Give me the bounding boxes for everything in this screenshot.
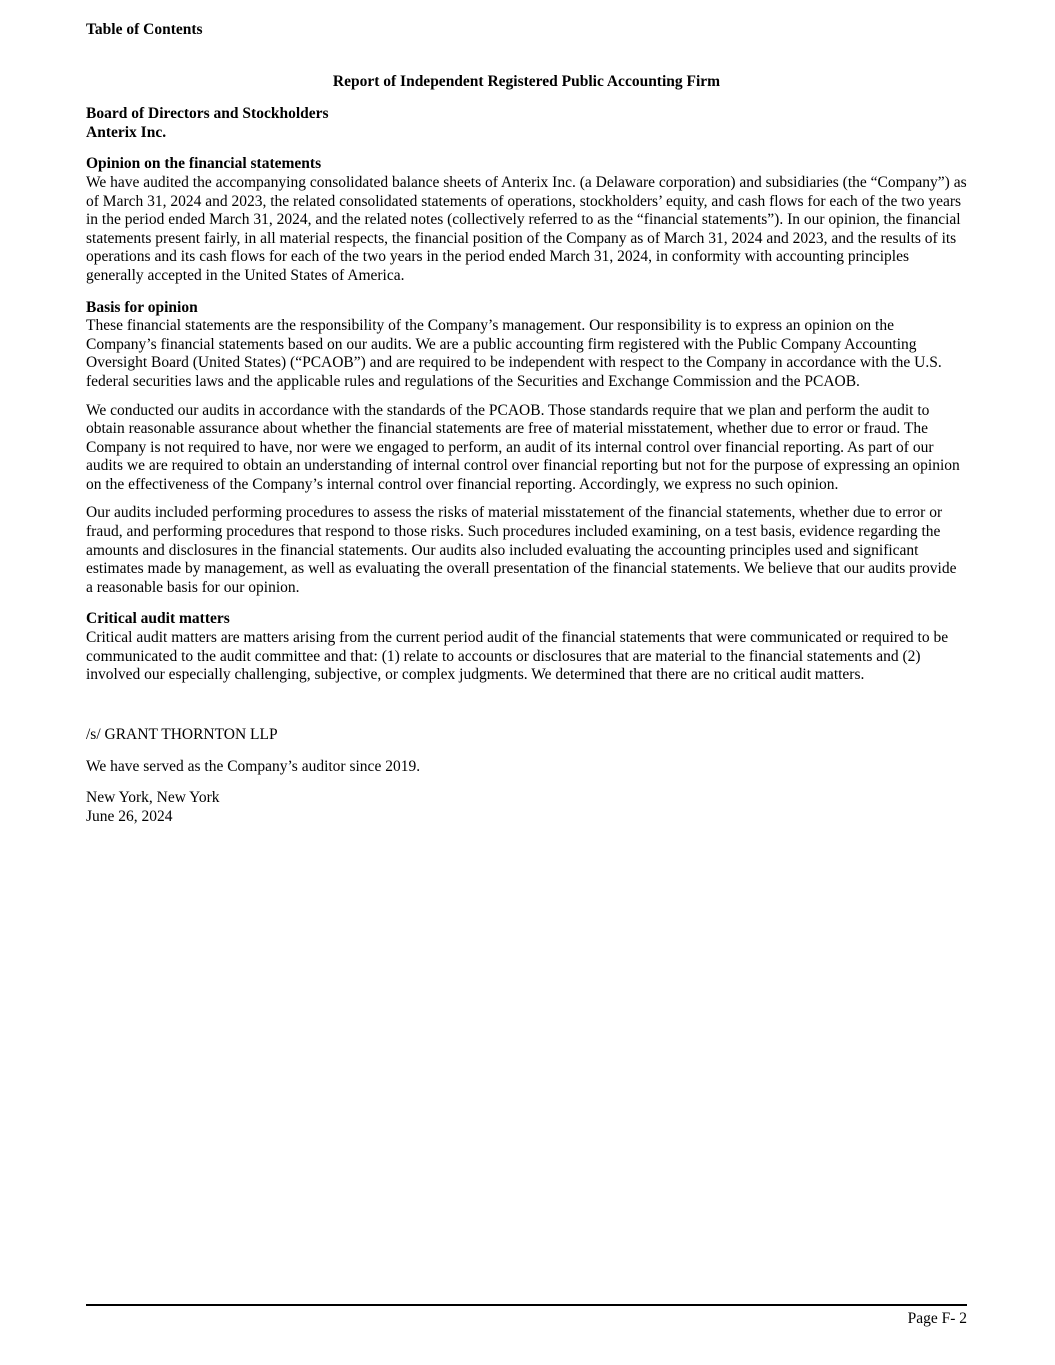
page-footer — [86, 1304, 967, 1329]
opinion-paragraph: We have audited the accompanying consolidated balance sheets of Anterix Inc. (a Delaware corporation) and subsidiaries (the “Company”) as of March 31, 2024 and 2023, the related consolidated statements of operations, stockholders’ equity, and cash flows for each of the two years in the period ended March 31, 2024, and the related notes (collectively referred to as the “financial statements”). In our opinion, the financial statements present fairly, in all material respects, the financial position of the Company as of March 31, 2024 and 2023, and the results of its operations and its cash flows for each of the two years in the period ended March 31, 2024, in conformity with accounting principles generally accepted in the United States of America. — [86, 173, 967, 284]
auditor-tenure-statement: We have served as the Company’s auditor since 2019. — [86, 758, 421, 776]
addressee-line-board: Board of Directors and Stockholders — [86, 105, 329, 123]
critical-audit-matters-paragraph: Critical audit matters are matters arising from the current period audit of the financial statements that were communicated or required to be communicated to the audit committee and that: (1) relate to accounts or disclosures that are material to the financial statements and (2) involved our especially challenging, subjective, or complex judgments. We determined that there are no critical audit matters. — [86, 629, 949, 684]
section-basis-for-opinion — [86, 299, 967, 598]
footer-rule — [86, 1304, 967, 1306]
report-title: Report of Independent Registered Public Accounting Firm — [332, 72, 721, 90]
signature-place-date — [86, 789, 967, 826]
basis-section-heading: Basis for opinion — [86, 298, 198, 316]
critical-audit-matters-heading: Critical audit matters — [86, 610, 230, 628]
addressee-block — [86, 105, 967, 142]
basis-paragraph-3: Our audits included performing procedures to assess the risks of material misstatement of the financial statements, whether due to error or fraud, and performing procedures that respond to those risks. Such procedures included examining, on a test basis, evidence regarding the amounts and disclosures in the financial statements. Our audits also included evaluating the accounting principles used and significant estimates made by management, as well as evaluating the overall presentation of the financial statements. We believe that our audits provide a reasonable basis for our opinion. — [86, 504, 957, 596]
signature-location: New York, New York — [86, 789, 220, 806]
signature-date: June 26, 2024 — [86, 807, 173, 825]
section-critical-audit-matters — [86, 610, 967, 684]
audit-report-page — [86, 0, 967, 826]
auditor-signature: /s/ GRANT THORNTON LLP — [86, 725, 278, 743]
basis-paragraph-1: These financial statements are the responsibility of the Company’s management. Our responsibility is to express an opinion on the Company’s financial statements based on our audits. We are a public accounting firm registered with the Public Company Accounting Oversight Board (United States) (“PCAOB”) and are required to be independent with respect to the Company in accordance with the U.S. federal securities laws and the applicable rules and regulations of the Securities and Exchange Commission and the PCAOB. — [86, 317, 942, 390]
addressee-line-company: Anterix Inc. — [86, 123, 167, 141]
table-of-contents-link[interactable]: Table of Contents — [86, 21, 203, 38]
opinion-section-heading: Opinion on the financial statements — [86, 155, 322, 173]
section-opinion — [86, 155, 967, 285]
basis-paragraph-2: We conducted our audits in accordance with the standards of the PCAOB. Those standards require that we plan and perform the audit to obtain reasonable assurance about whether the financial statements are free of material misstatement, whether due to error or fraud. The Company is not required to have, nor were we engaged to perform, an audit of its internal control over financial reporting. As part of our audits we are required to obtain an understanding of internal control over financial reporting but not for the purpose of expressing an opinion on the effectiveness of the Company’s internal control over financial reporting. Accordingly, we express no such opinion. — [86, 401, 960, 493]
page-number: Page F- 2 — [907, 1310, 967, 1327]
